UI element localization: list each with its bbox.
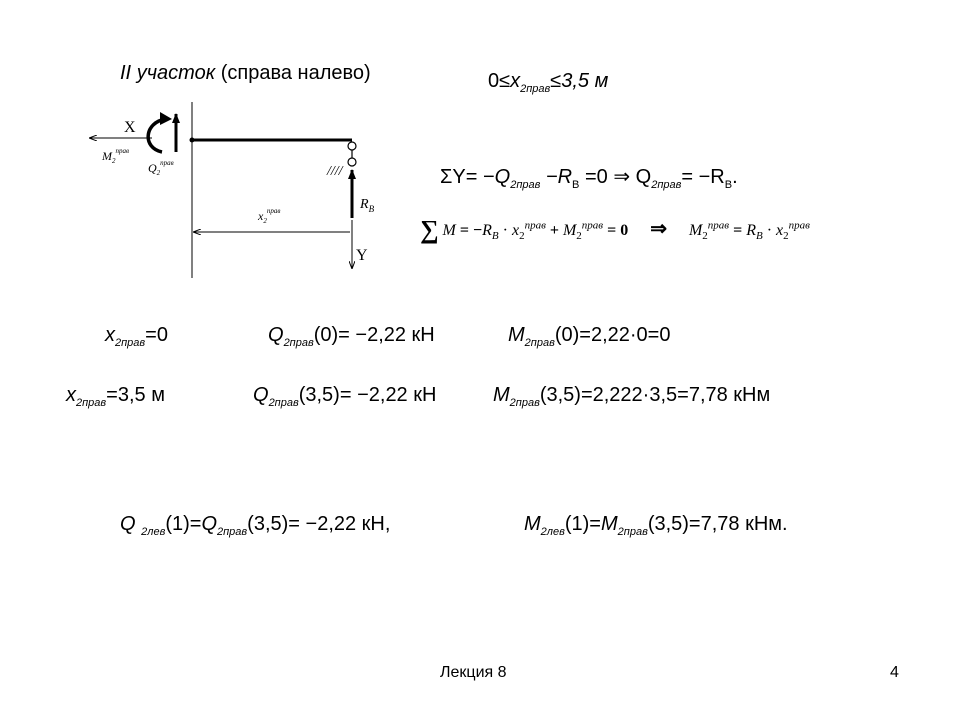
distance-label: $x_2^{прав}$ xyxy=(258,207,281,225)
eq-m-dot2: · xyxy=(762,222,777,239)
section-title xyxy=(120,62,371,85)
eq-m-m: M xyxy=(442,222,456,239)
eq-m-x-sup: прав xyxy=(524,219,546,232)
support-hinge-bottom xyxy=(348,158,356,166)
eq-m-m2: M xyxy=(562,222,577,239)
title-paren: (справа налево) xyxy=(220,62,371,84)
row-2-x: $x_{2прав}=3,5$ м xyxy=(66,384,165,409)
eq-m-rb: R xyxy=(482,222,492,239)
eq-m-m3-sub: 2 xyxy=(702,230,708,243)
row-1-x: $x_{2прав}=0$ xyxy=(105,324,168,349)
row-1-m: $M_{2прав}(0)=2,22\cdot 0=0$ xyxy=(508,324,671,349)
eq-m-x2-sub: 2 xyxy=(783,230,789,243)
equation-sum-m xyxy=(420,212,810,242)
x-axis-label: X xyxy=(124,119,136,136)
sigma-big: ∑ xyxy=(420,215,439,244)
shear-label: $Q_2^{прав}$ xyxy=(148,159,174,177)
row-2-m: $M_{2прав}(3,5)=2,222\cdot 3,5=7,78$ кНм xyxy=(493,384,771,409)
moment-arrowhead xyxy=(160,112,172,125)
range-rel-1: ≤ xyxy=(499,70,511,92)
eq-m-rb2-sub: B xyxy=(755,230,763,243)
support-hatch: //// xyxy=(327,164,343,179)
final-q: Q $_{2лев}(1)=Q_{2прав}(3,5)= -2,22$ кН, xyxy=(120,513,391,538)
title-word: участок xyxy=(136,62,216,84)
page-number: 4 xyxy=(890,664,899,681)
eq-m-m3: M xyxy=(688,222,703,239)
range-hi: 3,5 м xyxy=(561,70,609,92)
free-body-diagram xyxy=(80,100,400,280)
eq-y-q: Q xyxy=(494,166,511,188)
eq-y-q2: Q xyxy=(630,166,652,188)
eq-m-x2-sup: прав xyxy=(788,219,810,232)
footer-lecture: Лекция 8 xyxy=(440,664,507,681)
eq-y-r-sub: B xyxy=(572,179,580,191)
final-m: $M_{2лев}(1)=M_{2прав}(3,5)=7,78$ кНм. xyxy=(524,513,788,538)
eq-m-eq: = xyxy=(733,222,743,239)
eq-m-plus: + xyxy=(549,222,559,239)
reaction-label: $R_B$ xyxy=(360,197,375,214)
eq-m-m2-sup: прав xyxy=(581,219,604,232)
eq-m-rb-sub: B xyxy=(491,230,499,243)
range-lo: 0 xyxy=(488,70,500,92)
eq-m-x-sub: 2 xyxy=(519,230,525,243)
eq-m-eq-minus: = − xyxy=(459,222,483,239)
eq-y-q2-sub: 2прав xyxy=(651,179,682,191)
moment-label: $M_2^{прав}$ xyxy=(102,147,130,165)
row-2-q: $Q_{2прав}(3,5)= -2,22$ кН xyxy=(253,384,437,409)
implies-icon: ⇒ xyxy=(613,166,631,188)
eq-y-lhs: Y= − xyxy=(452,166,495,188)
eq-y-q-sub: 2прав xyxy=(510,179,541,191)
eq-y-end: . xyxy=(732,166,738,188)
support-hinge-top xyxy=(348,142,356,150)
row-1-q: $Q_{2прав}(0)= -2,22$ кН xyxy=(268,324,435,349)
range-sub: 2прав xyxy=(520,83,551,95)
eq-m-x2: x xyxy=(776,222,784,239)
eq-m-eq-zero: = 0 xyxy=(607,222,629,239)
equation-sum-y xyxy=(440,164,738,189)
implies-icon-2: ⇒ xyxy=(650,218,667,240)
eq-m-m2-sub: 2 xyxy=(576,230,582,243)
moment-arc xyxy=(148,119,166,152)
eq-y-eq0: =0 xyxy=(579,166,614,188)
beam-end-node xyxy=(190,138,195,143)
eq-y-rhs-sub: B xyxy=(724,179,733,191)
y-axis-label: Y xyxy=(356,247,368,264)
range-var: x xyxy=(510,70,521,92)
range-condition xyxy=(488,70,608,93)
eq-m-rb2: R xyxy=(746,222,756,239)
eq-m-x: x xyxy=(511,222,520,239)
title-roman: II xyxy=(120,62,132,84)
eq-y-rhs: = −R xyxy=(681,166,725,188)
range-rel-2: ≤ xyxy=(550,70,562,92)
eq-y-r: −R xyxy=(540,166,573,188)
eq-m-m3-sup: прав xyxy=(707,219,730,232)
eq-m-dot: · xyxy=(498,222,512,239)
sigma: Σ xyxy=(440,166,453,188)
